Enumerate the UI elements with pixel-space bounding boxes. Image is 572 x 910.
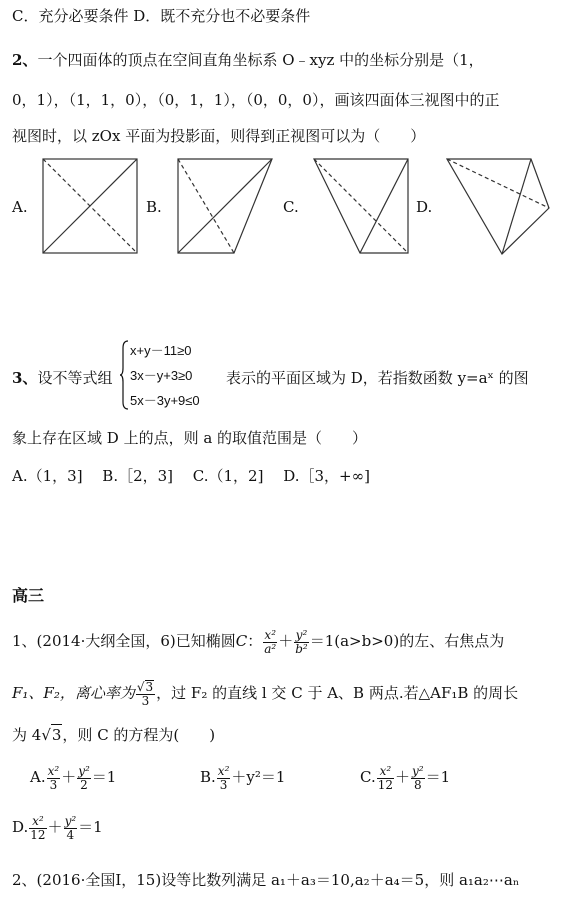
q2-line3: 视图时，以 zOx 平面为投影面，则得到正视图可以为（ ） (12, 127, 426, 145)
plus: ＋ (395, 768, 411, 786)
p1-lead: 1、(2014·大纲全国，6)已知椭圆 (12, 632, 236, 650)
p1-c: C (235, 632, 248, 650)
q3-lead-text: 设不等式组 (37, 369, 113, 387)
num: x² (264, 627, 276, 642)
p1-option-c (360, 762, 450, 792)
label: C. (360, 768, 376, 786)
p1-line2 (12, 678, 518, 708)
sqrt-arg: 3 (51, 726, 62, 744)
p1-colon: ： (247, 632, 263, 650)
frac (29, 815, 46, 842)
num: x² (47, 763, 60, 778)
num: y² (412, 763, 424, 778)
den: 3 (141, 694, 150, 708)
prev-question-options: C．充分必要条件 D．既不充分也不必要条件 (12, 7, 311, 25)
q2-option-c-label: C. (283, 198, 299, 216)
den: a² (264, 641, 277, 656)
p1-option-a (30, 762, 116, 792)
p1-line3a: 为 4 (12, 726, 42, 744)
label: A. (30, 768, 46, 786)
inequality-3: 5x－3y+9≤0 (130, 393, 200, 408)
q2-text1: 一个四面体的顶点在空间直角坐标系 O﹣xyz 中的坐标分别是（1， (37, 51, 484, 69)
num: x² (29, 815, 46, 829)
q3-inequality-system (120, 340, 230, 410)
p1-eq-tail: ＝1(a>b>0)的左、右焦点为 (309, 632, 505, 650)
plus: ＋ (47, 818, 63, 836)
frac (77, 765, 91, 792)
inequality-2: 3x－y+3≥0 (130, 368, 193, 383)
p1-line3b: ，则 C 的方程为( ) (62, 726, 216, 744)
p1-option-b (200, 762, 285, 792)
eq: ＝1 (91, 768, 117, 786)
q2-line1 (12, 50, 484, 70)
frac (64, 815, 78, 842)
eq: ＝1 (78, 818, 103, 836)
den: 12 (30, 827, 46, 842)
frac (217, 765, 231, 792)
q2-option-a-label: A. (12, 198, 28, 216)
left-brace-icon (120, 340, 130, 410)
q2-option-a-figure (42, 158, 138, 254)
num: x² (217, 763, 230, 778)
inequality-1: x+y－11≥0 (130, 343, 192, 358)
num: x² (377, 765, 394, 779)
num: y² (295, 627, 308, 642)
frac (377, 765, 394, 792)
p1-line2b: ，过 F₂ 的直线 l 交 C 于 A、B 两点.若△AF₁B 的周长 (156, 684, 519, 702)
p1-line1 (12, 626, 504, 656)
den: 3 (49, 777, 58, 792)
q2-option-d-label: D. (416, 198, 433, 216)
p1-line2a: F₁、F₂，离心率为 (12, 684, 135, 702)
p2-line: 2、(2016·全国Ⅰ，15)设等比数列满足 a₁＋a₃＝10,a₂＋a₄＝5，则 a₁a₂⋯aₙ (12, 871, 520, 889)
label: B. (200, 768, 216, 786)
den: 2 (80, 777, 88, 792)
plus: ＋ (278, 632, 294, 650)
q3-number: 3、 (12, 369, 38, 387)
rest: ＋y²＝1 (231, 768, 286, 786)
plus: ＋ (61, 768, 77, 786)
p1-line3 (12, 724, 215, 745)
q2-option-c-figure (313, 158, 409, 254)
label: D. (12, 818, 29, 836)
den: 3 (219, 777, 228, 792)
q2-number: 2、 (12, 51, 38, 69)
frac (47, 765, 61, 792)
q2-line2: 0，1），（1，1，0），（0，1，1），（0，0，0），画该四面体三视图中的正 (12, 91, 500, 109)
num: y² (78, 763, 90, 778)
sqrt-arg: 3 (145, 680, 154, 694)
q3-lead (12, 368, 112, 388)
q2-option-d-figure (446, 158, 552, 256)
frac-y2-b2 (294, 629, 309, 656)
frac-sqrt3-3 (136, 680, 155, 708)
frac (411, 765, 425, 792)
section-heading: 高三 (12, 586, 45, 605)
q3-options: A.（1，3] B.［2，3] C.（1，2] D.［3，+∞] (12, 467, 370, 485)
q2-option-b-label: B. (146, 198, 162, 216)
radical-icon: √ (136, 680, 145, 694)
eq: ＝1 (425, 768, 451, 786)
q3-line2: 象上存在区域 D 上的点，则 a 的取值范围是（ ） (12, 429, 368, 447)
q2-option-b-figure (177, 158, 273, 254)
den: b² (295, 641, 308, 656)
frac-x2-a2 (263, 629, 277, 656)
q3-tail: 表示的平面区域为 D，若指数函数 y=aˣ 的图 (226, 369, 529, 387)
den: 8 (413, 777, 422, 792)
num: y² (64, 813, 77, 828)
den: 4 (66, 827, 75, 842)
den: 12 (377, 777, 393, 792)
radical-icon: √ (41, 726, 51, 744)
p1-option-d (12, 812, 103, 842)
